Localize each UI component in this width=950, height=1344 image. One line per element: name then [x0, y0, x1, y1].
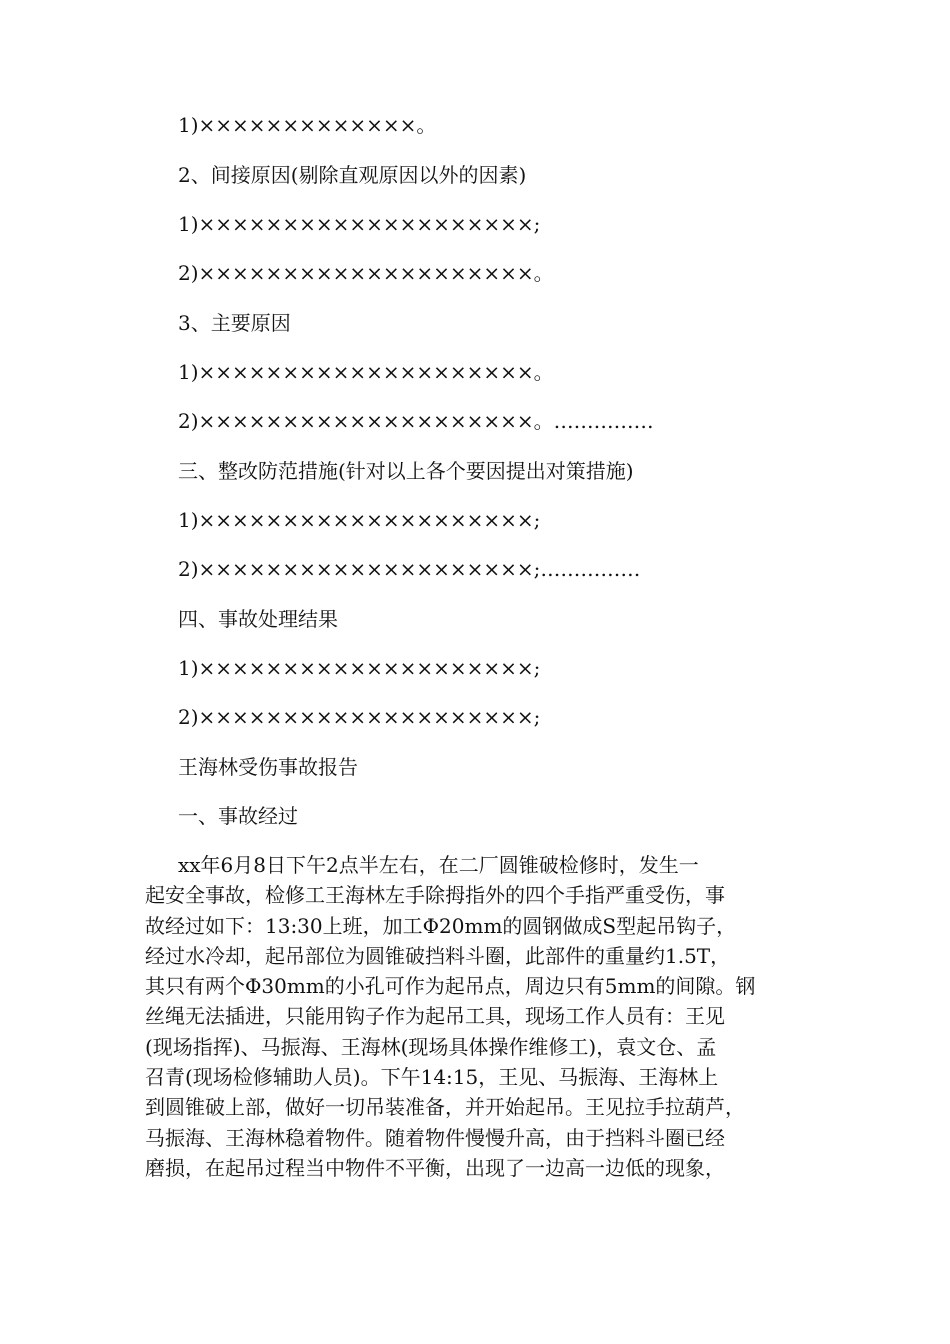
paragraph-line: 故经过如下：13:30上班，加工Φ20mm的圆钢做成S型起吊钩子， [145, 913, 737, 938]
handling-heading: 四、事故处理结果 [178, 607, 338, 631]
paragraph-line: xx年6月8日下午2点半左右，在二厂圆锥破检修时，发生一 [178, 853, 699, 877]
cause-item-1: 1)×××××××××××××。 [178, 113, 437, 137]
indirect-cause-item-2: 2)××××××××××××××××××××。 [178, 261, 554, 285]
paragraph-line: (现场指挥)、马振海、王海林(现场具体操作维修工)，袁文仓、孟 [145, 1034, 717, 1059]
indirect-cause-item-1: 1)××××××××××××××××××××; [178, 212, 541, 236]
main-cause-heading: 3、主要原因 [178, 311, 291, 335]
paragraph-line: 马振海、王海林稳着物件。随着物件慢慢升高，由于挡料斗圈已经 [145, 1125, 725, 1150]
measures-item-2: 2)××××××××××××××××××××;…………… [178, 557, 641, 581]
paragraph-line: 召青(现场检修辅助人员)。下午14:15，王见、马振海、王海林上 [145, 1065, 719, 1090]
main-cause-item-2: 2)××××××××××××××××××××。…………… [178, 409, 654, 433]
paragraph-line: 经过水冷却，起吊部位为圆锥破挡料斗圈，此部件的重量约1.5T， [145, 943, 731, 968]
paragraph-line: 丝绳无法插进，只能用钩子作为起吊工具，现场工作人员有：王见 [145, 1004, 725, 1029]
paragraph-line: 磨损，在起吊过程当中物件不平衡，出现了一边高一边低的现象， [145, 1155, 725, 1180]
handling-item-1: 1)××××××××××××××××××××; [178, 656, 541, 680]
measures-heading: 三、整改防范措施(针对以上各个要因提出对策措施) [178, 459, 634, 483]
section-heading-accident-process: 一、事故经过 [178, 804, 298, 828]
handling-item-2: 2)××××××××××××××××××××; [178, 705, 541, 729]
accident-process-paragraph [145, 850, 805, 1183]
paragraph-line: 其只有两个Φ30mm的小孔可作为起吊点，周边只有5mm的间隙。钢 [145, 974, 756, 999]
indirect-cause-heading: 2、间接原因(剔除直观原因以外的因素) [178, 163, 527, 187]
measures-item-1: 1)××××××××××××××××××××; [178, 508, 541, 532]
paragraph-line: 起安全事故，检修工王海林左手除拇指外的四个手指严重受伤，事 [145, 883, 725, 908]
report-title: 王海林受伤事故报告 [178, 755, 358, 779]
paragraph-line: 到圆锥破上部，做好一切吊装准备，并开始起吊。王见拉手拉葫芦， [145, 1095, 745, 1120]
main-cause-item-1: 1)××××××××××××××××××××。 [178, 360, 554, 384]
